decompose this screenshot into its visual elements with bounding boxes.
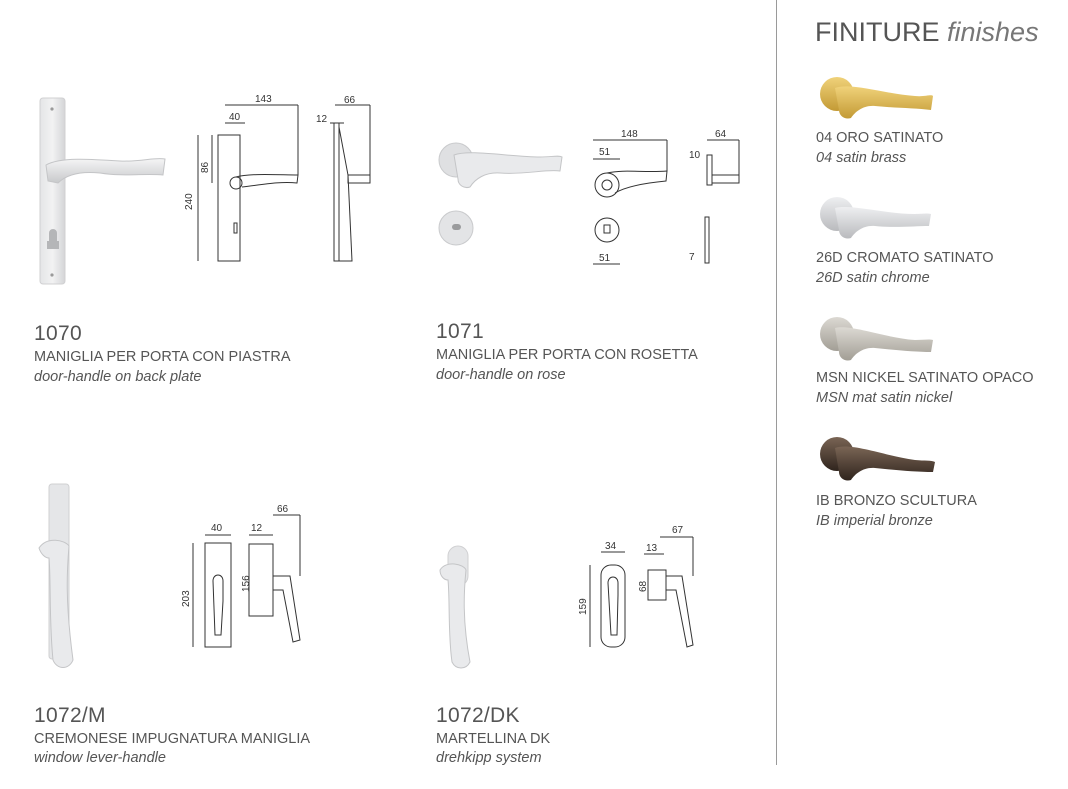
svg-text:40: 40 [229,112,241,123]
svg-text:156: 156 [241,575,252,592]
svg-text:10: 10 [689,150,701,161]
svg-text:143: 143 [255,94,272,105]
product-name: MARTELLINA DK [436,731,551,747]
svg-text:7: 7 [689,252,695,263]
svg-text:67: 67 [672,525,684,536]
product-code: 1072/DK [436,704,520,727]
finish-swatch-chrome [815,192,940,242]
finish-name: MSN NICKEL SATINATO OPACO [816,370,1034,386]
svg-text:203: 203 [181,590,192,607]
svg-text:51: 51 [599,147,611,158]
svg-text:86: 86 [200,161,211,173]
product-1071-photo [430,135,570,250]
finish-swatch-bronze [815,432,940,482]
product-1072m-photo [35,480,95,675]
finish-name: 26D CROMATO SATINATO [816,250,994,266]
svg-text:66: 66 [277,504,289,515]
product-1070-drawing-side [310,95,380,270]
svg-text:64: 64 [715,129,727,140]
product-name: CREMONESE IMPUGNATURA MANIGLIA [34,731,311,747]
svg-text:13: 13 [646,543,658,554]
svg-text:12: 12 [316,114,328,125]
product-code: 1070 [34,322,82,345]
product-subtitle: drehkipp system [436,750,542,766]
product-1070-photo [30,95,170,290]
product-subtitle: door-handle on rose [436,367,566,383]
finish-subtitle: MSN mat satin nickel [816,390,953,406]
product-1070-drawing-front [180,95,320,270]
product-1071-drawing-side [685,125,745,270]
finish-swatch-brass [815,72,940,122]
svg-text:68: 68 [638,580,649,592]
finish-name: 04 ORO SATINATO [816,130,944,146]
finishes-title [815,17,1039,48]
svg-text:159: 159 [578,598,589,615]
product-name: MANIGLIA PER PORTA CON PIASTRA [34,349,291,365]
finishes-title-sub: finishes [947,17,1039,47]
finish-subtitle: 04 satin brass [816,150,907,166]
product-1072dk-photo [430,540,490,675]
finish-swatch-nickel [815,312,940,362]
finish-name: IB BRONZO SCULTURA [816,493,977,509]
column-divider [776,0,777,765]
svg-text:148: 148 [621,129,638,140]
finishes-title-main: FINITURE [815,17,940,47]
finish-subtitle: IB imperial bronze [816,513,933,529]
svg-text:51: 51 [599,253,611,264]
svg-text:40: 40 [211,523,223,534]
product-name: MANIGLIA PER PORTA CON ROSETTA [436,347,698,363]
product-subtitle: door-handle on back plate [34,369,202,385]
product-subtitle: window lever-handle [34,750,166,766]
svg-text:240: 240 [184,193,195,210]
finish-subtitle: 26D satin chrome [816,270,930,286]
svg-text:12: 12 [251,523,263,534]
product-code: 1071 [436,320,484,343]
svg-text:66: 66 [344,95,356,106]
product-code: 1072/M [34,704,106,727]
product-1071-drawing-front [585,125,685,270]
product-1072dk-drawing-side [630,520,700,655]
product-1072m-drawing-side [235,500,315,650]
svg-text:34: 34 [605,541,617,552]
